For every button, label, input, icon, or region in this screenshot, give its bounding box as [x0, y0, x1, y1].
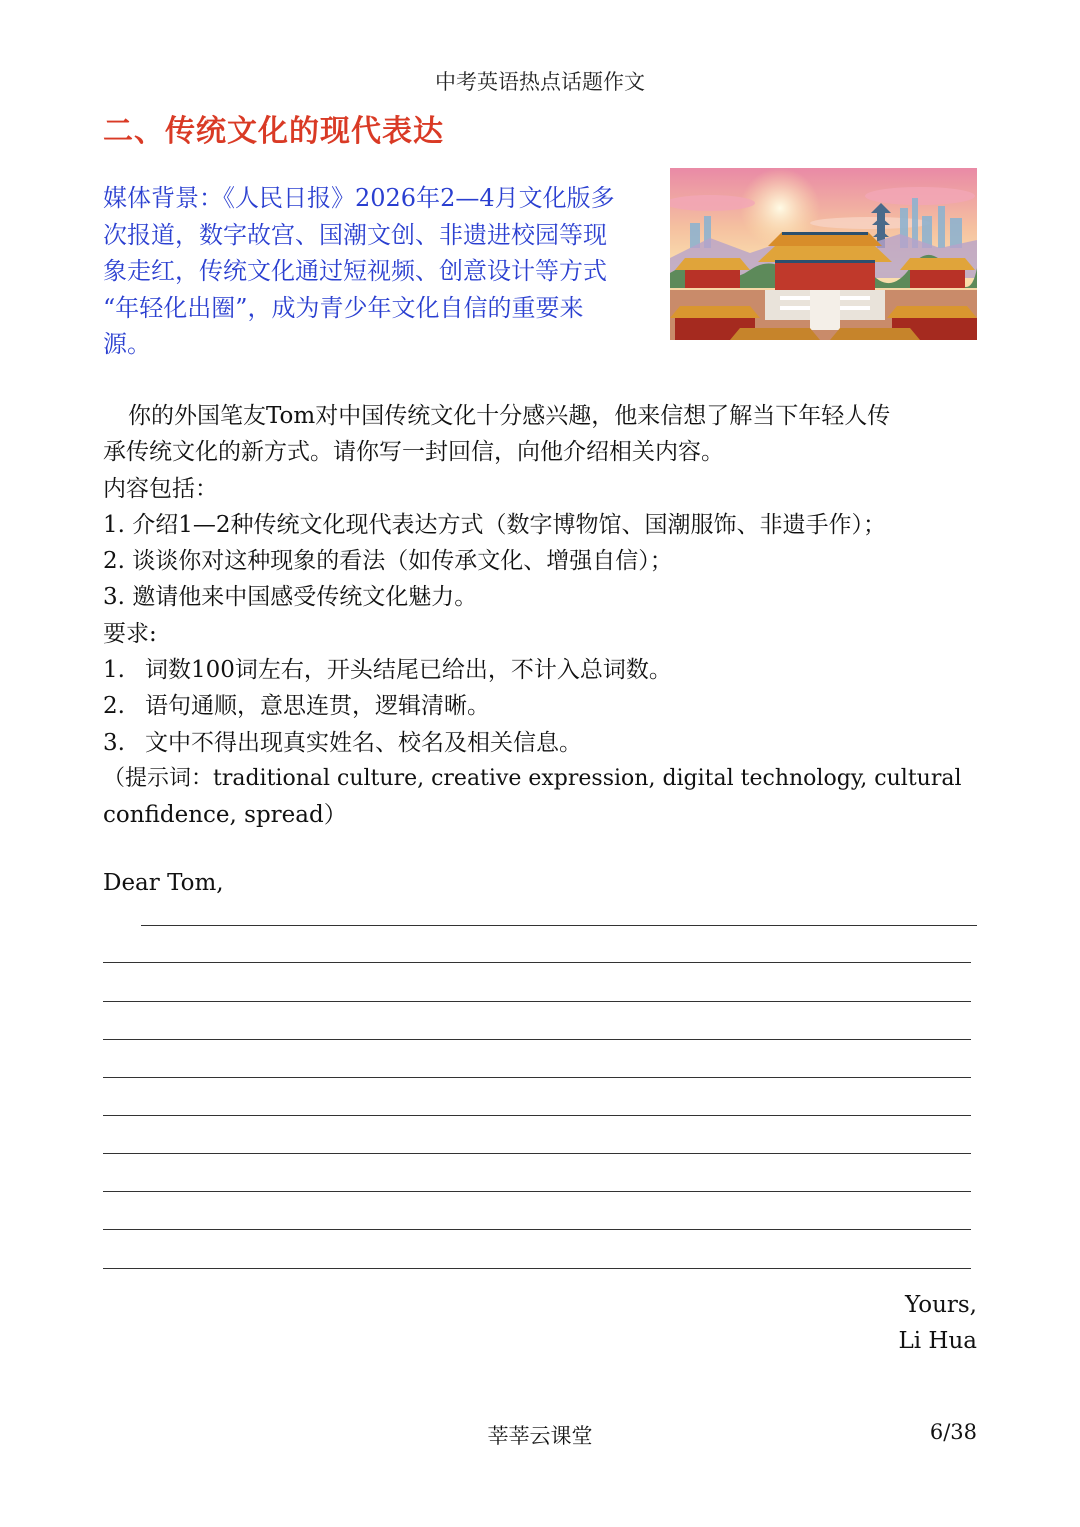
writing-line[interactable] — [103, 1153, 971, 1154]
page-number: 6/38 — [929, 1420, 977, 1444]
writing-line[interactable] — [103, 1001, 971, 1002]
section-title: 二、传统文化的现代表达 — [103, 114, 444, 149]
requirement-item — [103, 652, 983, 688]
footer-brand: 莘莘云课堂 — [487, 1424, 593, 1448]
background-line: “年轻化出圈”，成为青少年文化自信的重要来 — [103, 293, 584, 322]
letter-greeting: Dear Tom, — [103, 870, 224, 896]
content-item: 3. 邀请他来中国感受传统文化魅力。 — [103, 584, 478, 611]
requirement-item — [103, 725, 983, 761]
requirement-item — [103, 688, 983, 724]
content-heading: 内容包括： — [103, 475, 218, 502]
letter-closing — [898, 1287, 977, 1359]
background-line: 象走红，传统文化通过短视频、创意设计等方式 — [103, 257, 607, 285]
task-intro-line: 承传统文化的新方式。请你写一封回信，向他介绍相关内容。 — [103, 439, 724, 466]
signature: Li Hua — [898, 1328, 977, 1354]
requirements-heading: 要求: — [103, 620, 157, 647]
hint-words-line: （提示词：traditional culture, creative expression, digital technology, cultural — [103, 765, 962, 791]
background-line: 源。 — [103, 330, 151, 358]
writing-line[interactable] — [103, 1191, 971, 1192]
closing-phrase: Yours, — [905, 1292, 977, 1318]
forbidden-city-illustration — [670, 168, 977, 340]
task-instructions — [103, 398, 983, 834]
hint-words-line: confidence, spread） — [103, 802, 347, 829]
requirement-number: 1. — [103, 657, 125, 684]
requirement-text: 词数100词左右，开头结尾已给出，不计入总词数。 — [145, 657, 672, 684]
requirement-number: 3. — [103, 729, 125, 756]
writing-line[interactable] — [103, 1229, 971, 1230]
requirement-text: 语句通顺，意思连贯，逻辑清晰。 — [145, 693, 490, 720]
content-item: 2. 谈谈你对这种现象的看法（如传承文化、增强自信）； — [103, 548, 673, 575]
background-line: 媒体背景：《人民日报》2026年2—4月文化版多 — [103, 184, 615, 212]
media-background-paragraph — [103, 180, 643, 363]
writing-line[interactable] — [141, 925, 977, 926]
background-line: 次报道，数字故宫、国潮文创、非遗进校园等现 — [103, 220, 607, 249]
requirement-text: 文中不得出现真实姓名、校名及相关信息。 — [145, 729, 582, 756]
requirement-number: 2. — [103, 693, 125, 720]
writing-line[interactable] — [103, 1039, 971, 1040]
task-intro-line: 你的外国笔友Tom对中国传统文化十分感兴趣，他来信想了解当下年轻人传 — [128, 403, 891, 429]
writing-line[interactable] — [103, 1115, 971, 1116]
writing-line[interactable] — [103, 1077, 971, 1078]
writing-line[interactable] — [103, 1268, 971, 1269]
writing-line[interactable] — [103, 962, 971, 963]
content-item: 1. 介绍1—2种传统文化现代表达方式（数字博物馆、国潮服饰、非遗手作）； — [103, 511, 887, 538]
page-header: 中考英语热点话题作文 — [435, 70, 645, 94]
